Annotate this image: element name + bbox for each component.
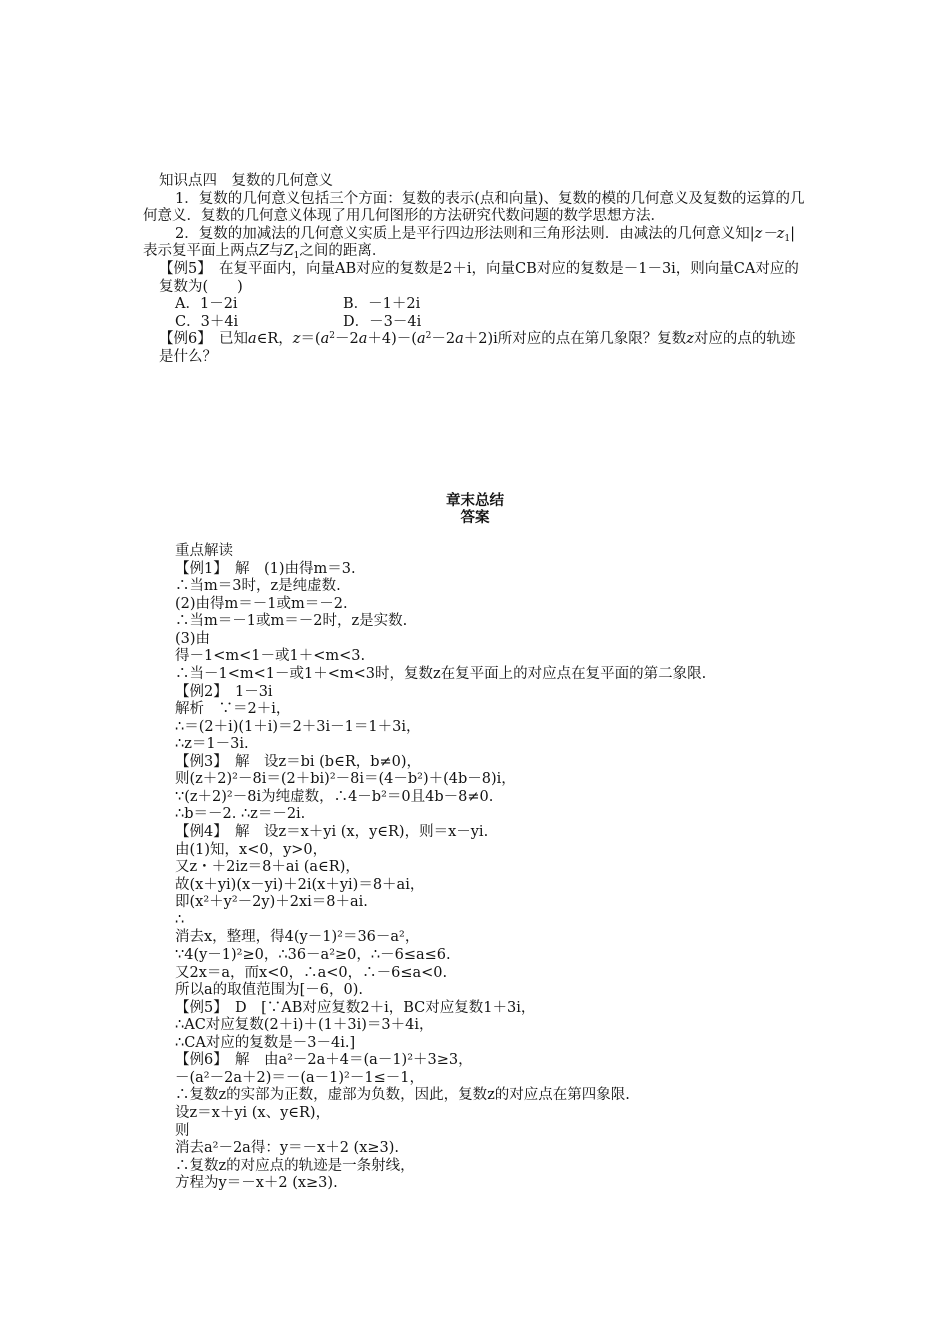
answer-line: ∴AC对应复数(2＋i)＋(1＋3i)＝3＋4i， bbox=[175, 1017, 434, 1034]
answer-line: 所以a的取值范围为[－6，0). bbox=[175, 982, 364, 999]
answer-line: 消去x，整理，得4(y－1)²＝36－a²， bbox=[175, 929, 420, 946]
answer-line: ∴复数z的实部为正数，虚部为负数，因此，复数z的对应点在第四象限. bbox=[175, 1087, 630, 1104]
answers-title: 答案 bbox=[460, 510, 490, 527]
answer-line: 解析 ∵＝2＋i， bbox=[175, 701, 291, 718]
section-heading: 知识点四 复数的几何意义 bbox=[159, 173, 333, 189]
answer-line: 又2x＝a，而x<0，∴a<0，∴－6≤a<0. bbox=[175, 964, 448, 981]
answer-line: 【例2】 1－3i bbox=[175, 683, 273, 700]
example-6-question: 【例6】 已知a∈R，$z=(a^2-2a+4)-(a^2-2a+2)i$所对应的点在第几象限？复数z对应的点的轨迹是什么？ bbox=[159, 331, 796, 365]
answer-line: ∴b＝－2. ∴z＝－2i. bbox=[175, 806, 306, 823]
answer-line: 设z＝x＋yi (x、y∈R)， bbox=[175, 1105, 331, 1121]
answer-line: ∵(z＋2)²－8i为纯虚数，∴4－b²＝0且4b－8≠0. bbox=[175, 788, 494, 805]
chapter-title: 章末总结 bbox=[446, 493, 504, 509]
paragraph-1: 1．复数的几何意义包括三个方面：复数的表示(点和向量)、复数的模的几何意义及复数的运算的几何意义．复数的几何意义体现了用几何图形的方法研究代数问题的数学思想方法． bbox=[143, 190, 805, 225]
answer-line: 故(x＋yi)(x－yi)＋2i(x＋yi)＝8＋ai， bbox=[175, 876, 425, 893]
answer-line: 【例6】 解 由a²－2a＋4＝(a－1)²＋3≥3， bbox=[175, 1052, 473, 1069]
answer-line: ∴当－1<m<1－或1＋<m<3时，复数z在复平面上的对应点在复平面的第二象限. bbox=[175, 665, 707, 682]
option-d: D．－3－4i bbox=[343, 313, 422, 330]
answer-line: ∴当m＝－1或m＝－2时，z是实数. bbox=[175, 613, 408, 630]
paragraph-2: 2．复数的加减法的几何意义实质上是平行四边形法则和三角形法则．由减法的几何意义知$|z-z_1|$表示复平面上两点Z与$Z_1$之间的距离． bbox=[143, 225, 796, 262]
answer-line: (2)由得m＝－1或m＝－2. bbox=[175, 595, 348, 612]
answer-line: 【例1】 解 (1)由得m＝3. bbox=[175, 560, 356, 577]
answer-line: ∴CA对应的复数是－3－4i.] bbox=[175, 1034, 356, 1051]
answer-line: 则(z＋2)²－8i＝(2＋bi)²－8i＝(4－b²)＋(4b－8)i， bbox=[175, 771, 516, 788]
answer-line: 【例4】 解 设z＝x＋yi (x，y∈R)，则＝x－yi. bbox=[175, 824, 489, 840]
answer-line: 【例5】 D [∵AB对应复数2＋i，BC对应复数1＋3i， bbox=[175, 999, 536, 1016]
answer-line: 由(1)知，x<0，y>0， bbox=[175, 841, 328, 858]
answer-line: 则 bbox=[175, 1122, 190, 1139]
options-row-cd bbox=[143, 314, 808, 332]
answer-line: ∴＝(2＋i)(1＋i)＝2＋3i－1＝1＋3i， bbox=[175, 718, 421, 735]
answer-line: 得－1<m<1－或1＋<m<3. bbox=[175, 648, 366, 665]
option-c: C．3＋4i bbox=[175, 313, 239, 330]
answer-line: ∵4(y－1)²≥0，∴36－a²≥0，∴－6≤a≤6. bbox=[175, 946, 451, 963]
answers-section bbox=[175, 543, 815, 1193]
answer-line: 方程为y＝－x＋2 (x≥3). bbox=[175, 1175, 338, 1192]
answer-line: 重点解读 bbox=[175, 543, 233, 559]
answer-line: ∴z＝1－3i. bbox=[175, 736, 249, 753]
example-5-question: 【例5】 在复平面内，向量AB对应的复数是2＋i，向量CB对应的复数是－1－3i，则向量CA对应的复数为( ) bbox=[159, 260, 799, 295]
answer-line: ∴当m＝3时，z是纯虚数. bbox=[175, 578, 341, 595]
answer-line: 又z・＋2iz＝8＋ai (a∈R)， bbox=[175, 859, 360, 876]
answer-line: 【例3】 解 设z＝bi (b∈R，b≠0)， bbox=[175, 753, 422, 770]
answer-line: 即(x²＋y²－2y)＋2xi＝8＋ai. bbox=[175, 894, 368, 911]
answer-line: (3)由 bbox=[175, 630, 211, 647]
options-row-ab bbox=[143, 296, 808, 314]
answer-line: ∴ bbox=[175, 911, 185, 928]
answer-line: －(a²－2a＋2)＝－(a－1)²－1≤－1， bbox=[175, 1069, 424, 1086]
answer-line: ∴复数z的对应点的轨迹是一条射线， bbox=[175, 1157, 415, 1174]
option-a: A．1－2i bbox=[175, 296, 238, 313]
chapter-headings bbox=[0, 493, 950, 528]
answer-line: 消去a²－2a得：y＝－x＋2 (x≥3). bbox=[175, 1140, 400, 1157]
knowledge-point-section bbox=[143, 173, 808, 367]
option-b: B．－1＋2i bbox=[343, 296, 421, 313]
